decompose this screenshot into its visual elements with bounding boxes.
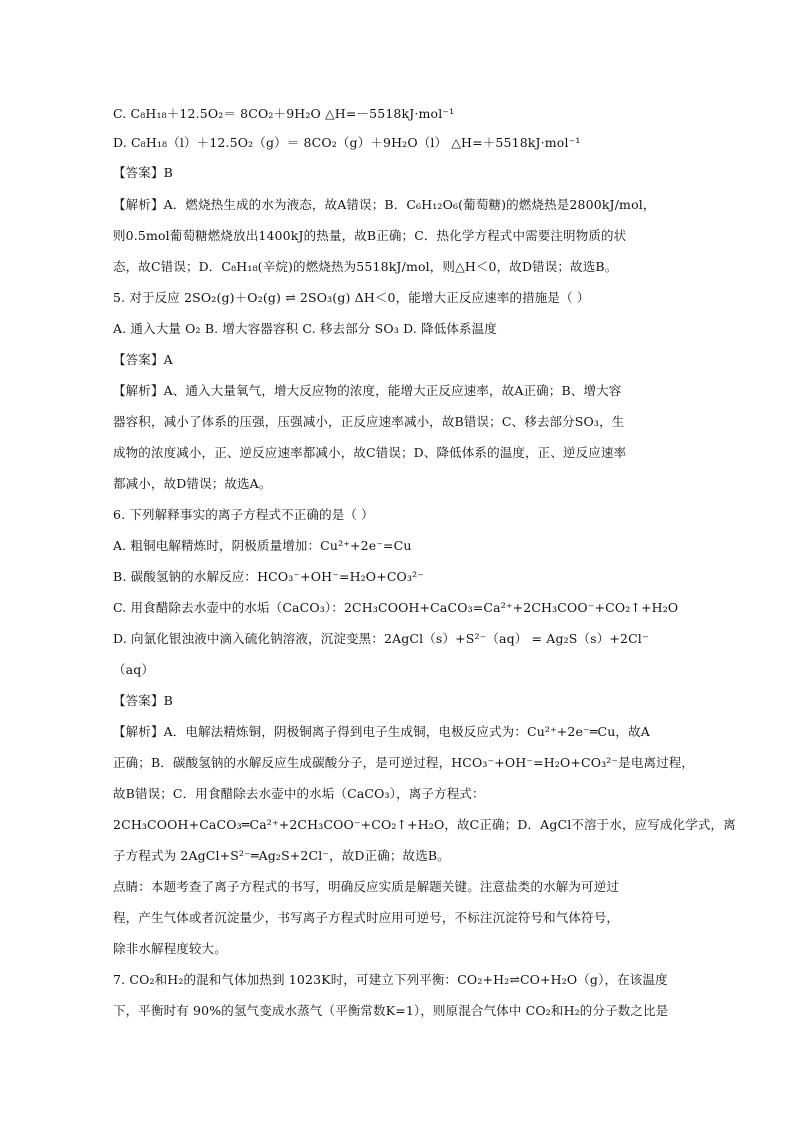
note-6-line-2: 程，产生气体或者沉淀量少，书写离子方程式时应用可逆号，不标注沉淀符号和气体符号， xyxy=(113,910,620,925)
analysis-5-line-2: 器容积，减小了体系的压强，压强减小，正反应速率减小，故B错误；C、移去部分SO₃，生 xyxy=(113,414,625,429)
analysis-5-line-4: 都减小，故D错误；故选A。 xyxy=(113,476,272,491)
option-c-line: C. C₈H₁₈＋12.5O₂＝ 8CO₂＋9H₂O △H=－5518kJ·mol⁻¹ xyxy=(113,106,455,121)
analysis-6-line-4: 2CH₃COOH+CaCO₃═Ca²⁺+2CH₃COO⁻+CO₂↑+H₂O，故C正确；D．AgCl不溶于水，应写成化学式，离 xyxy=(113,817,736,832)
note-6-line-1: 点睛：本题考查了离子方程式的书写，明确反应实质是解题关键。注意盐类的水解为可逆过 xyxy=(113,879,620,894)
answer-6: 【答案】B xyxy=(113,693,173,708)
question-5: 5. 对于反应 2SO₂(g)＋O₂(g) ⇌ 2SO₃(g) ΔH＜0，能增大正反应速率的措施是（ ） xyxy=(113,290,590,305)
question-7-line-2: 下，平衡时有 90%的氢气变成水蒸气（平衡常数K=1），则原混合气体中 CO₂和H₂的分子数之比是 xyxy=(113,1003,669,1018)
analysis-5-line-1: 【解析】A、通入大量氧气，增大反应物的浓度，能增大正反应速率，故A正确；B、增大容 xyxy=(113,383,622,398)
question-6-option-c: C. 用食醋除去水壶中的水垢（CaCO₃）：2CH₃COOH+CaCO₃=Ca²⁺+2CH₃COO⁻+CO₂↑+H₂O xyxy=(113,600,679,615)
analysis-6-line-3: 故B错误；C．用食醋除去水壶中的水垢（CaCO₃），离子方程式： xyxy=(113,786,485,801)
analysis-6-line-2: 正确；B．碳酸氢钠的水解反应生成碳酸分子，是可逆过程，HCO₃⁻+OH⁻=H₂O+CO₃²⁻是电离过程， xyxy=(113,755,695,770)
question-6-option-d: D. 向氯化银浊液中滴入硫化钠溶液，沉淀变黑：2AgCl（s）+S²⁻（aq） = Ag₂S（s）+2Cl⁻ xyxy=(113,631,649,646)
answer-4: 【答案】B xyxy=(113,165,173,180)
question-7-line-1: 7. CO₂和H₂的混和气体加热到 1023K时，可建立下列平衡：CO₂+H₂⇌CO+H₂O（g），在该温度 xyxy=(113,972,668,987)
analysis-6-line-5: 子方程式为 2AgCl+S²⁻═Ag₂S+2Cl⁻，故D正确；故选B。 xyxy=(113,848,450,863)
answer-5: 【答案】A xyxy=(113,352,173,367)
analysis-5-line-3: 成物的浓度减小，正、逆反应速率都减小，故C错误；D、降低体系的温度，正、逆反应速率 xyxy=(113,445,627,460)
question-6-option-d-cont: （aq） xyxy=(113,662,155,677)
analysis-6-line-1: 【解析】A．电解法精炼铜，阴极铜离子得到电子生成铜，电极反应式为：Cu²⁺+2e⁻═Cu，故A xyxy=(113,724,650,739)
question-5-options: A. 通入大量 O₂ B. 增大容器容积 C. 移去部分 SO₃ D. 降低体系温度 xyxy=(113,321,497,336)
question-6-option-a: A. 粗铜电解精炼时，阴极质量增加：Cu²⁺+2e⁻=Cu xyxy=(113,538,412,553)
analysis-4-line-1: 【解析】A．燃烧热生成的水为液态，故A错误；B．C₆H₁₂O₆(葡萄糖)的燃烧热是2800kJ/mol， xyxy=(113,197,656,212)
analysis-4-line-2: 则0.5mol葡萄糖燃烧放出1400kJ的热量，故B正确；C．热化学方程式中需要注明物质的状 xyxy=(113,228,627,243)
note-6-line-3: 除非水解程度较大。 xyxy=(113,941,227,956)
question-6-option-b: B. 碳酸氢钠的水解反应：HCO₃⁻+OH⁻=H₂O+CO₃²⁻ xyxy=(113,569,425,584)
option-d-line: D. C₈H₁₈（l）＋12.5O₂（g）＝ 8CO₂（g）＋9H₂O（l） △H=＋5518kJ·mol⁻¹ xyxy=(113,135,581,150)
question-6: 6. 下列解释事实的离子方程式不正确的是（ ） xyxy=(113,507,374,522)
analysis-4-line-3: 态，故C错误；D．C₈H₁₈(辛烷)的燃烧热为5518kJ/mol，则△H＜0，故D错误；故选B。 xyxy=(113,259,618,274)
